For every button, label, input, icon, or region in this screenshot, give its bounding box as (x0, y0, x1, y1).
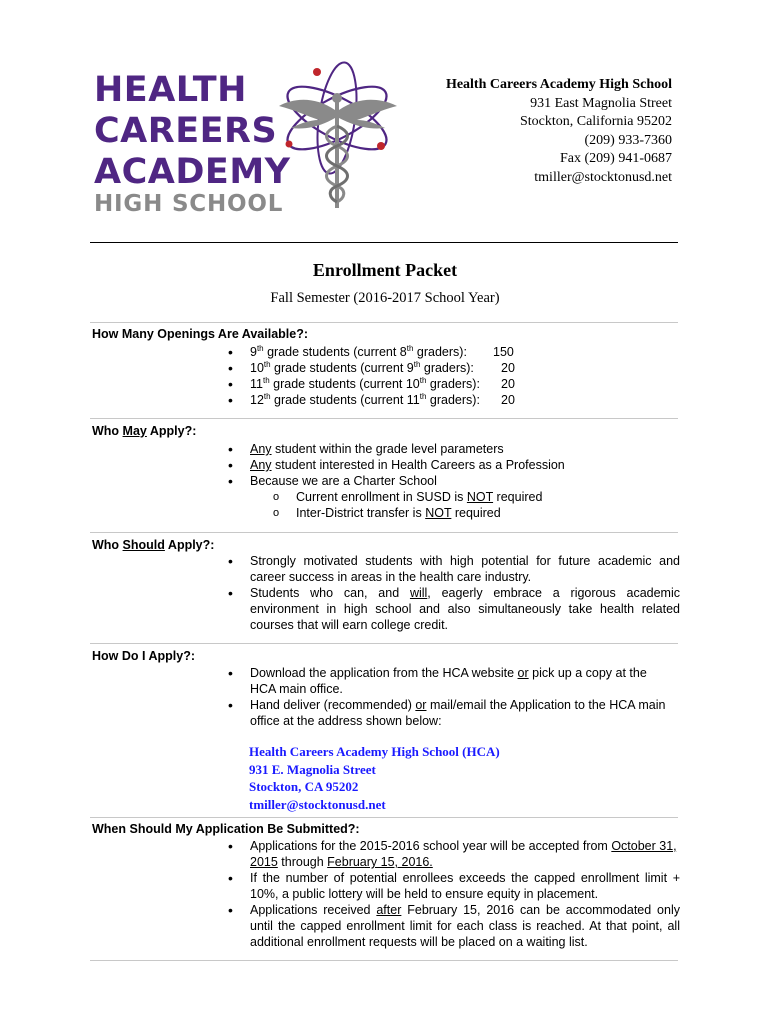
who-may-apply-list (228, 441, 678, 521)
who-may-apply-heading: Who May Apply?: (92, 424, 197, 438)
list-item: • If the number of potential enrollees exceeds the capped enrollment limit + 10%, a public lottery will be held to ensure equity in placement. (228, 870, 680, 902)
openings-heading: How Many Openings Are Available?: (92, 327, 309, 341)
contact-city: Stockton, California 95202 (519, 114, 672, 129)
address-line: 931 E. Magnolia Street (249, 761, 376, 777)
section-divider (90, 418, 678, 419)
contact-phone: (209) 933-7360 (584, 132, 672, 148)
list-item: • Applications received after February 15, 2016 can be accommodated only until the capped enrollment limit for each class is reached. At that point, all additional enrollment requests will be placed on a waiting list. (228, 902, 680, 950)
sub-list-item: o Current enrollment in SUSD is NOT required (250, 489, 678, 505)
list-item: • Any student interested in Health Careers as a Profession (228, 457, 678, 473)
list-item: • Download the application from the HCA website or pick up a copy at the HCA main office. (228, 665, 668, 697)
hca-mailing-address (249, 743, 500, 813)
address-line: Stockton, CA 95202 (249, 779, 359, 794)
how-apply-heading: How Do I Apply?: (92, 649, 195, 663)
list-item: • 12th grade students (current 11th graders): 20 (228, 392, 528, 408)
address-email: tmiller@stocktonusd.net (249, 796, 386, 812)
list-item: • 10th grade students (current 9th graders): 20 (228, 360, 528, 376)
section-divider (90, 960, 678, 961)
sub-list-item: o Inter-District transfer is NOT required (250, 505, 678, 521)
contact-street: 931 East Magnolia Street (530, 95, 672, 111)
list-item: • Strongly motivated students with high potential for future academic and career success in areas in the health care industry. (228, 553, 680, 585)
header-divider (90, 242, 678, 243)
who-should-apply-heading: Who Should Apply?: (92, 538, 215, 552)
list-item: • Hand deliver (recommended) or mail/email the Application to the HCA main office at the address shown below: (228, 697, 668, 729)
section-divider (90, 643, 678, 644)
list-item: • Students who can, and will, eagerly embrace a rigorous academic environment in high school and also simultaneously take health related courses that will earn college credit. (228, 585, 680, 633)
school-contact-block (446, 76, 672, 187)
contact-email: tmiller@stocktonusd.net (534, 169, 672, 185)
logo-text-high-school: HIGH SCHOOL (94, 191, 284, 217)
contact-school-name: Health Careers Academy High School (445, 77, 672, 92)
page-title: Enrollment Packet (312, 260, 458, 280)
when-submit-list (228, 838, 680, 950)
logo-text-health: HEALTH (94, 70, 247, 110)
section-divider (90, 532, 678, 533)
when-submit-heading: When Should My Application Be Submitted?: (92, 822, 360, 836)
logo-text-academy: ACADEMY (94, 152, 291, 192)
list-item: • Because we are a Charter School o Current enrollment in SUSD is NOT required o Inter-District transfer is NOT required (228, 473, 678, 521)
school-logo (90, 60, 390, 220)
page-subtitle: Fall Semester (2016-2017 School Year) (270, 290, 500, 306)
section-divider (90, 322, 678, 323)
contact-fax: Fax (209) 941-0687 (560, 151, 672, 166)
list-item: • 11th grade students (current 10th graders): 20 (228, 376, 528, 392)
logo-text-careers: CAREERS (94, 111, 278, 151)
list-item: • Any student within the grade level parameters (228, 441, 678, 457)
who-should-apply-list (228, 553, 680, 633)
list-item: • 9th grade students (current 8th graders): 150 (228, 344, 528, 360)
address-line: Health Careers Academy High School (HCA) (249, 744, 500, 759)
openings-list (228, 344, 528, 408)
caduceus-icon (275, 60, 405, 210)
section-divider (90, 817, 678, 818)
how-apply-list (228, 665, 668, 729)
list-item: • Applications for the 2015-2016 school year will be accepted from October 31, 2015 through February 15, 2016. (228, 838, 680, 870)
